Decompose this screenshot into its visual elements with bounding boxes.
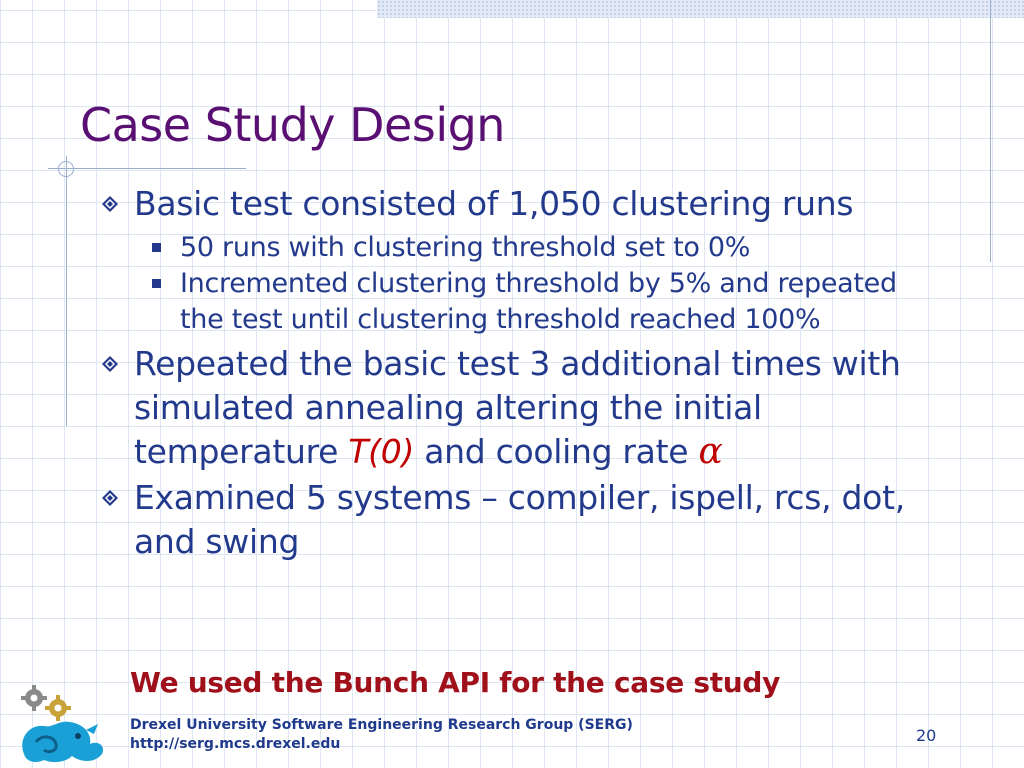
org-url[interactable]: http://serg.mcs.drexel.edu [130,736,341,752]
left-vertical-rule [66,156,67,426]
bullet-item [96,342,936,474]
bullet-item [96,182,936,226]
diamond-bullet-icon [102,490,118,506]
t0-emphasis: T(0) [348,432,415,471]
sub-bullet-list [148,230,936,338]
sub-bullet-text: 50 runs with clustering threshold set to 0% [180,232,751,263]
footer-organization [130,716,633,754]
bullet-text: Repeated the basic test 3 additional times with simulated annealing altering the initial temperature [134,344,901,471]
footer-note: We used the Bunch API for the case study [130,666,781,699]
top-decorative-band [377,0,1024,18]
page-number: 20 [916,726,937,745]
serg-dragon-gear-logo [14,684,110,768]
slide-content [96,182,936,564]
rule-corner-circle [58,161,74,177]
bullet-item [96,476,936,564]
bullet-text-middle: and cooling rate [414,432,699,471]
org-name: Drexel University Software Engineering Research Group (SERG) [130,717,633,733]
square-bullet-icon [152,279,161,288]
sub-bullet-item [148,266,936,338]
right-vertical-rule [990,0,991,262]
slide-title: Case Study Design [80,98,505,152]
square-bullet-icon [152,243,161,252]
sub-bullet-text: Incremented clustering threshold by 5% and repeated the test until clustering threshold reached 100% [180,268,897,335]
bullet-text: Examined 5 systems – compiler, ispell, rcs, dot, and swing [134,478,905,561]
sub-bullet-item [148,230,936,266]
alpha-symbol: α [698,431,723,472]
title-underline-rule [48,168,246,169]
diamond-bullet-icon [102,356,118,372]
bullet-text: Basic test consisted of 1,050 clustering runs [134,184,854,223]
diamond-bullet-icon [102,196,118,212]
